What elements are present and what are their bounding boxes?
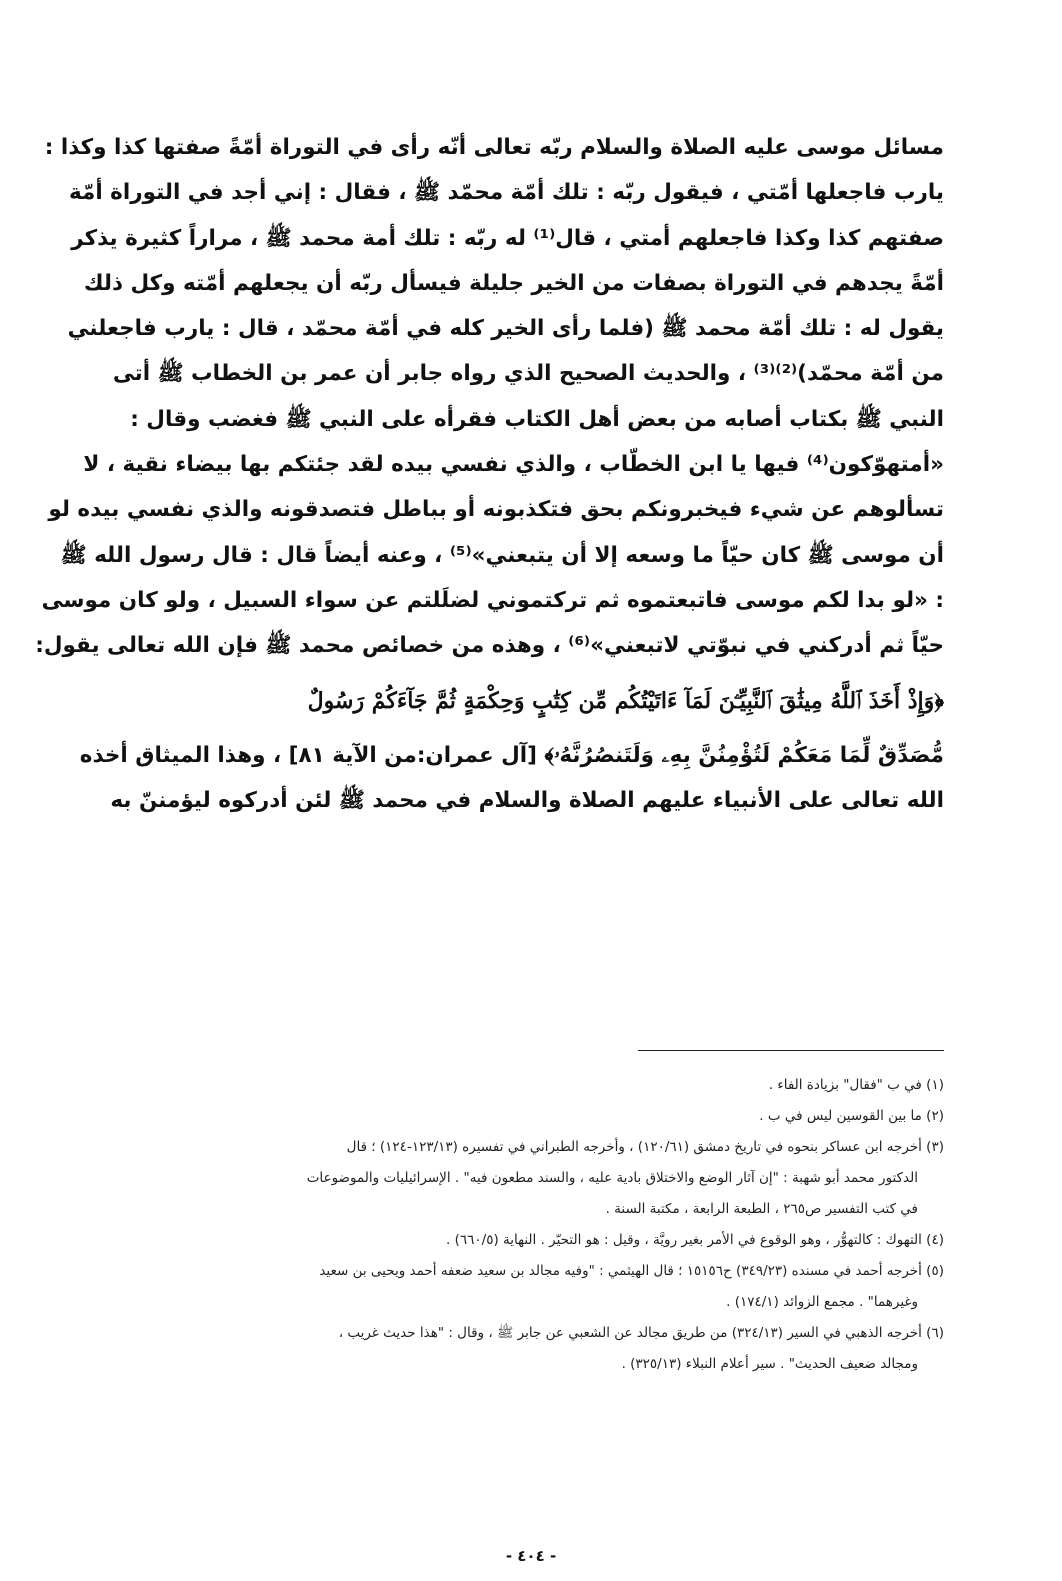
body-line: الله تعالى على الأنبياء عليهم الصلاة والسلام في محمد ﷺ لئن أدركوه ليؤمننّ به — [110, 787, 944, 813]
body-line: أمّةً يجدهم في التوراة بصفات من الخير جليلة فيسأل ربّه أن يجعلهم أمّته وكل ذلك — [83, 270, 944, 296]
body-line: تسألوهم عن شيء فيخبرونكم بحق فتكذبونه أو بباطل فتصدقونه والذي نفسي بيده لو — [48, 497, 944, 523]
footnote-line: الدكتور محمد أبو شهبة : "إن آثار الوضع والاختلاق بادية عليه ، والسند مطعون فيه" . الإسرائيليات والموضوعات — [306, 1170, 918, 1186]
main-text — [35, 125, 944, 823]
footnote-line: (٦) أخرجه الذهبي في السير (٣٢٤/١٣) من طريق مجالد عن الشعبي عن جابر ﷺ ، وقال : "هذا حديث غريب ، — [338, 1325, 944, 1341]
body-line: مسائل موسى عليه الصلاة والسلام ربّه تعالى أنّه رأى في التوراة أمّةً صفتها كذا وكذا : — [44, 135, 944, 160]
body-line: يارب فاجعلها أمّتي ، فيقول ربّه : تلك أمّة محمّد ﷺ ، فقال : إني أجد في التوراة أمّة — [68, 180, 944, 206]
body-line: النبي ﷺ بكتاب أصابه من بعض أهل الكتاب فقرأه على النبي ﷺ فغضب وقال : — [130, 406, 944, 432]
footnote-line: وغيرهما" . مجمع الزوائد (١٧٤/١) . — [726, 1294, 918, 1310]
quran-verse-line: ﴿وَإِذْ أَخَذَ ٱللَّهُ مِيثَٰقَ ٱلنَّبِيِّـۧنَ لَمَآ ءَاتَيْتُكُم مِّن كِتَٰبٍ وَحِكْمَةٍ ثُمَّ جَآءَكُمْ رَسُولٌ — [307, 687, 944, 714]
footnote-line: في كتب التفسير ص٢٦٥ ، الطبعة الرابعة ، مكتبة السنة . — [605, 1201, 918, 1217]
footnote-line: (٢) ما بين القوسين ليس في ب . — [759, 1108, 944, 1124]
footnote-line: (٤) التهوك : كالتهوُّر ، وهو الوقوع في الأمر بغير رويَّة ، وقيل : هو التحيّر . النهاية (٦٦٠/٥) . — [446, 1232, 944, 1248]
footnote-line: ومجالد ضعيف الحديث" . سير أعلام النبلاء (٣٢٥/١٣) . — [621, 1356, 918, 1372]
page-number: - ٤٠٤ - — [505, 1547, 557, 1565]
footnote-line: (٥) أخرجه أحمد في مسنده (٣٤٩/٢٣) ح١٥١٥٦ ؛ قال الهيثمي : "وفيه مجالد بن سعيد ضعفه أحمد ويحيى بن سعيد — [319, 1263, 944, 1279]
footnote-line: (٣) أخرجه ابن عساكر بنحوه في تاريخ دمشق (١٢٠/٦١) ، وأخرجه الطبراني في تفسيره (١٢٣/١٣-١٢٤) ؛ قال — [346, 1139, 944, 1155]
body-line: يقول له : تلك أمّة محمد ﷺ (فلما رأى الخير كله في أمّة محمّد ، قال : يارب فاجعلني — [67, 316, 944, 342]
body-line: «أمتهوّكون⁽⁴⁾ فيها يا ابن الخطّاب ، والذي نفسي بيده لقد جئتكم بها بيضاء نقية ، لا — [83, 452, 944, 478]
footnote-separator — [638, 1050, 944, 1051]
footnote-line: (١) في ب "فقال" بزيادة الفاء . — [768, 1077, 944, 1093]
body-line: مُّصَدِّقٌ لِّمَا مَعَكُمْ لَتُؤْمِنُنَّ بِهِۦ وَلَتَنصُرُنَّهُۥ﴾ [آل عمران:من الآية ٨١] ، وهذا الميثاق أخذه — [79, 742, 944, 768]
body-line: حيّاً ثم أدركني في نبوّتي لاتبعني»⁽⁶⁾ ، وهذه من خصائص محمد ﷺ فإن الله تعالى يقول: — [35, 633, 944, 659]
body-line: من أمّة محمّد)⁽²⁾⁽³⁾ ، والحديث الصحيح الذي رواه جابر أن عمر بن الخطاب ﷺ أتى — [112, 361, 944, 387]
body-line: أن موسى ﷺ كان حيّاً ما وسعه إلا أن يتبعني»⁽⁵⁾ ، وعنه أيضاً قال : قال رسول الله ﷺ — [60, 542, 944, 568]
footnotes — [118, 1070, 944, 1380]
body-line: صفتهم كذا وكذا فاجعلهم أمتي ، قال⁽¹⁾ له ربّه : تلك أمة محمد ﷺ ، مراراً كثيرة يذكر — [71, 225, 944, 251]
body-line: : «لو بدا لكم موسى فاتبعتموه ثم تركتموني لضلَلتم عن سواء السبيل ، ولو كان موسى — [41, 587, 944, 613]
